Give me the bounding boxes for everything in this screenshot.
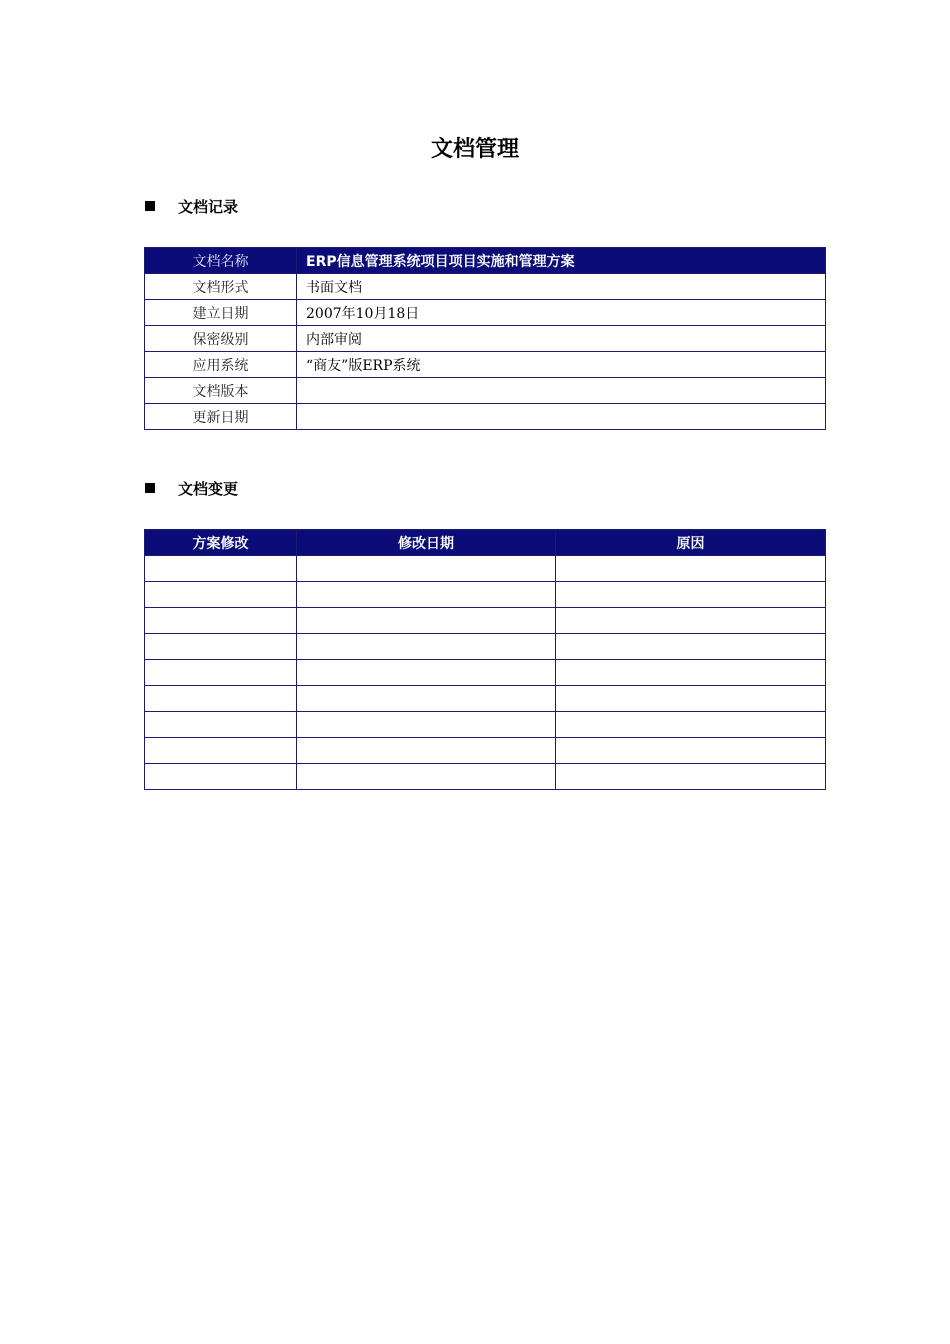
table-cell[interactable]: [297, 764, 556, 790]
table-cell[interactable]: [297, 712, 556, 738]
record-row-document-name: [145, 248, 826, 274]
table-cell[interactable]: [556, 686, 826, 712]
section-heading-record: [145, 194, 238, 218]
table-row: [145, 660, 826, 686]
record-row-document-form: [145, 274, 826, 300]
record-label: 建立日期: [145, 300, 297, 326]
record-value[interactable]: 内部审阅: [297, 326, 826, 352]
table-row: [145, 582, 826, 608]
table-row: [145, 634, 826, 660]
section-heading-change: [145, 476, 238, 500]
record-value[interactable]: [297, 404, 826, 430]
record-value[interactable]: 2007年10月18日: [297, 300, 826, 326]
change-table-header: [145, 530, 826, 556]
table-cell[interactable]: [556, 556, 826, 582]
table-cell[interactable]: [145, 634, 297, 660]
table-cell[interactable]: [556, 634, 826, 660]
table-cell[interactable]: [556, 660, 826, 686]
table-cell[interactable]: [145, 660, 297, 686]
column-header-change-date: 修改日期: [297, 530, 556, 556]
table-cell[interactable]: [297, 556, 556, 582]
record-label: 保密级别: [145, 326, 297, 352]
table-cell[interactable]: [145, 556, 297, 582]
table-row: [145, 764, 826, 790]
record-value[interactable]: ERP信息管理系统项目项目实施和管理方案: [297, 248, 826, 274]
record-label: 文档形式: [145, 274, 297, 300]
record-row-created-date: [145, 300, 826, 326]
record-value[interactable]: 书面文档: [297, 274, 826, 300]
table-row: [145, 712, 826, 738]
record-label: 文档名称: [145, 248, 297, 274]
record-row-confidentiality: [145, 326, 826, 352]
section-heading-record-label: 文档记录: [178, 197, 239, 216]
column-header-reason: 原因: [556, 530, 826, 556]
table-cell[interactable]: [145, 582, 297, 608]
table-cell[interactable]: [145, 764, 297, 790]
table-cell[interactable]: [145, 712, 297, 738]
table-row: [145, 608, 826, 634]
table-cell[interactable]: [556, 738, 826, 764]
table-cell[interactable]: [556, 712, 826, 738]
record-row-version: [145, 378, 826, 404]
table-cell[interactable]: [145, 686, 297, 712]
table-cell[interactable]: [297, 660, 556, 686]
table-cell[interactable]: [297, 738, 556, 764]
table-row: [145, 738, 826, 764]
table-cell[interactable]: [556, 608, 826, 634]
square-bullet-icon: [145, 483, 155, 493]
section-heading-change-label: 文档变更: [178, 479, 239, 498]
table-cell[interactable]: [297, 608, 556, 634]
record-label: 文档版本: [145, 378, 297, 404]
page-title: 文档管理: [430, 137, 519, 162]
record-label: 更新日期: [145, 404, 297, 430]
column-header-plan-change: 方案修改: [145, 530, 297, 556]
table-row: [145, 686, 826, 712]
square-bullet-icon: [145, 201, 155, 211]
record-value[interactable]: [297, 378, 826, 404]
table-cell[interactable]: [556, 764, 826, 790]
table-cell[interactable]: [297, 634, 556, 660]
record-row-application-system: [145, 352, 826, 378]
table-cell[interactable]: [297, 686, 556, 712]
record-value[interactable]: “商友”版ERP系统: [297, 352, 826, 378]
table-row: [145, 556, 826, 582]
table-cell[interactable]: [145, 738, 297, 764]
record-label: 应用系统: [145, 352, 297, 378]
table-cell[interactable]: [145, 608, 297, 634]
record-row-updated-date: [145, 404, 826, 430]
table-cell[interactable]: [556, 582, 826, 608]
document-record-table: [144, 247, 826, 430]
table-cell[interactable]: [297, 582, 556, 608]
document-change-table: [144, 529, 826, 790]
